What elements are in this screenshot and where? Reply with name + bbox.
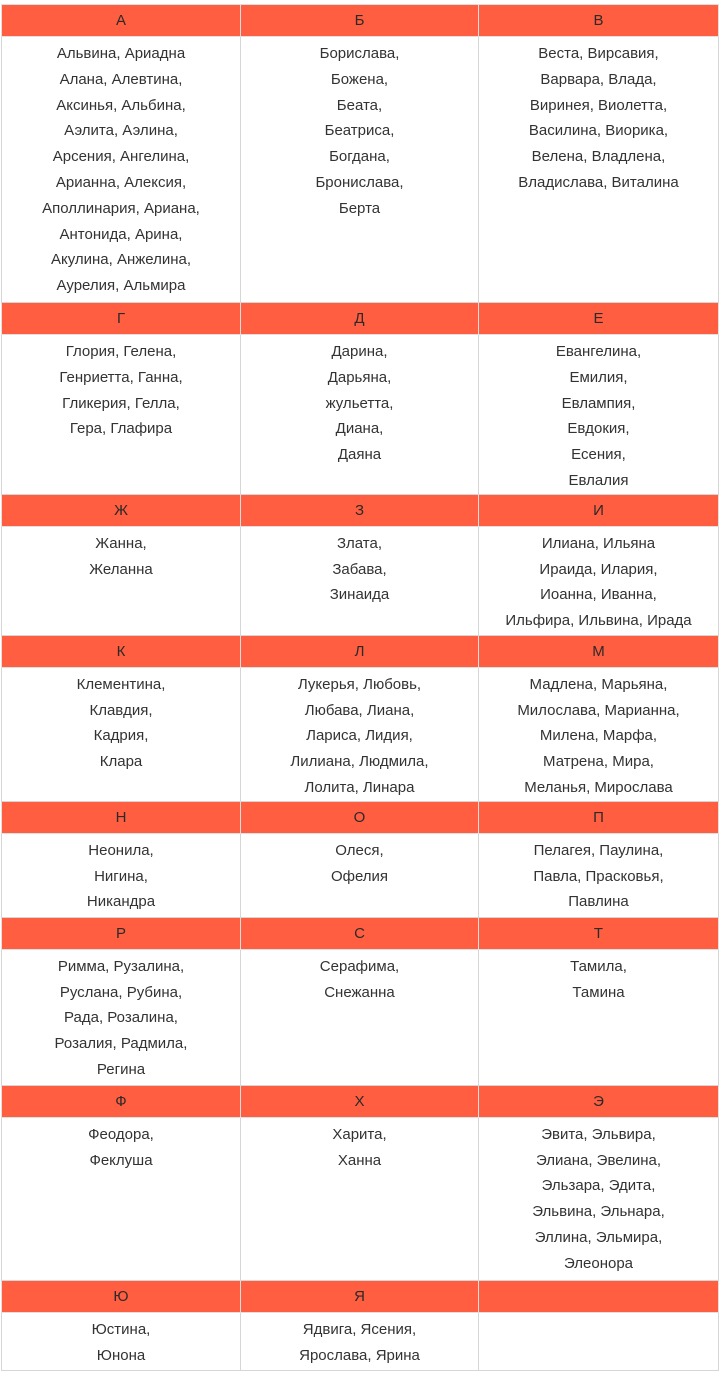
names-cell (2, 1312, 241, 1370)
names-cell (2, 526, 241, 635)
names-cell (241, 37, 479, 303)
letter-header-row (2, 917, 719, 949)
names-cell (479, 833, 719, 917)
name-line: Дарина, (331, 343, 388, 360)
letter-header: Б (241, 5, 479, 37)
name-line: Алана, Алевтина, (59, 70, 183, 88)
letter-header: Ж (2, 494, 241, 526)
letter-header-row (2, 801, 719, 833)
name-line: Харита, (332, 1125, 387, 1143)
letter-header: К (2, 635, 241, 667)
name-line: Олеся, (335, 841, 384, 859)
name-line: Клавдия, (89, 701, 153, 719)
name-line: Эльзара, Эдита, (541, 1177, 656, 1195)
name-line: Желанна (89, 560, 153, 578)
name-line: Антонида, Арина, (59, 225, 183, 243)
name-line: Беата, (336, 96, 383, 114)
name-line: Павлина (568, 893, 629, 911)
name-line: Павла, Прасковья, (533, 867, 664, 885)
names-cell (2, 949, 241, 1085)
name-line: Виринея, Виолетта, (529, 96, 668, 114)
name-line: Снежанна (324, 983, 395, 1001)
letter-header: С (241, 917, 479, 949)
name-line: Элеонора (563, 1254, 634, 1272)
name-line: Альвина, Ариадна (56, 45, 186, 62)
name-line: Божена, (330, 70, 389, 88)
names-cell (2, 833, 241, 917)
name-line: Дарьяна, (327, 368, 392, 386)
name-line: Евангелина, (555, 343, 642, 360)
letter-header: О (241, 801, 479, 833)
name-line: Неонила, (88, 841, 154, 859)
names-row (2, 667, 719, 801)
name-line: Рада, Розалина, (64, 1009, 178, 1027)
names-cell (241, 526, 479, 635)
letter-header: Ф (2, 1085, 241, 1117)
names-cell (2, 1117, 241, 1280)
names-cell (241, 949, 479, 1085)
name-line: Юнона (96, 1346, 146, 1364)
name-line: Клара (99, 753, 143, 771)
name-line: Эвита, Эльвира, (541, 1125, 656, 1143)
name-line: Аполлинария, Ариана, (42, 199, 200, 217)
name-line: Варвара, Влада, (540, 70, 657, 88)
name-line: Римма, Рузалина, (57, 957, 185, 975)
names-row (2, 526, 719, 635)
name-line: Диана, (335, 420, 384, 438)
name-line: Евлалия (568, 471, 629, 489)
letter-header: А (2, 5, 241, 37)
letter-header-row (2, 5, 719, 37)
name-line: жульетта, (325, 394, 394, 412)
letter-header: Л (241, 635, 479, 667)
names-cell (241, 833, 479, 917)
name-line: Евлампия, (561, 394, 636, 412)
name-line: Эллина, Эльмира, (534, 1228, 663, 1246)
letter-header-row (2, 1085, 719, 1117)
name-line: Руслана, Рубина, (59, 983, 183, 1001)
name-line: Забава, (332, 560, 387, 578)
letter-header: Р (2, 917, 241, 949)
names-row (2, 833, 719, 917)
letter-header: П (479, 801, 719, 833)
name-line: Милослава, Марианна, (517, 701, 680, 719)
name-line: Кадрия, (93, 727, 149, 745)
name-line: Ильфира, Ильвина, Ирада (505, 612, 692, 630)
name-line: Феодора, (88, 1125, 154, 1143)
name-line: Ярослава, Ярина (299, 1346, 420, 1364)
name-line: Беатриса, (324, 122, 395, 140)
name-line: Василина, Виорика, (528, 122, 669, 140)
letter-header: Н (2, 801, 241, 833)
name-line: Злата, (336, 534, 383, 552)
name-line: Илиана, Ильяна (541, 534, 656, 552)
letter-header: Т (479, 917, 719, 949)
name-line: Арсения, Ангелина, (52, 148, 190, 166)
name-line: Пелагея, Паулина, (533, 841, 664, 859)
name-line: Аэлита, Аэлина, (64, 122, 178, 140)
name-line: Феклуша (89, 1151, 153, 1169)
names-cell (2, 37, 241, 303)
names-cell (479, 1312, 719, 1370)
table-body (2, 5, 719, 1371)
name-line: Гликерия, Гелла, (62, 394, 180, 412)
names-cell (479, 949, 719, 1085)
name-line: Аксинья, Альбина, (56, 96, 186, 114)
name-line: Ядвига, Ясения, (302, 1320, 417, 1338)
name-line: Ираида, Илария, (539, 560, 658, 578)
letter-header (479, 1280, 719, 1312)
name-line: Ханна (337, 1151, 382, 1169)
name-line: Любава, Лиана, (304, 701, 415, 719)
letter-header: Э (479, 1085, 719, 1117)
name-line: Лукерья, Любовь, (297, 675, 422, 693)
name-line: Даяна (337, 446, 382, 464)
names-row (2, 335, 719, 495)
name-line: Регина (96, 1060, 146, 1078)
name-line: Меланья, Мирослава (524, 778, 673, 796)
name-line: Есения, (571, 446, 626, 464)
letter-header: И (479, 494, 719, 526)
name-line: Глория, Гелена, (65, 343, 177, 360)
name-line: Евдокия, (567, 420, 630, 438)
names-cell (2, 335, 241, 495)
letter-header: Д (241, 303, 479, 335)
letter-header: Х (241, 1085, 479, 1117)
name-line: Арианна, Алексия, (55, 173, 187, 191)
name-line: Юстина, (91, 1320, 151, 1338)
names-cell (241, 335, 479, 495)
name-line: Тамина (572, 983, 625, 1001)
name-line: Розалия, Радмила, (54, 1035, 188, 1053)
name-line: Жанна, (95, 534, 147, 552)
letter-header: З (241, 494, 479, 526)
name-line: Аурелия, Альмира (56, 277, 186, 295)
names-cell (241, 1312, 479, 1370)
name-line: Веста, Вирсавия, (538, 45, 659, 62)
name-line: Лилиана, Людмила, (290, 753, 429, 771)
names-row (2, 949, 719, 1085)
letter-header: Е (479, 303, 719, 335)
names-cell (479, 526, 719, 635)
letter-header-row (2, 494, 719, 526)
name-line: Генриетта, Ганна, (59, 368, 183, 386)
names-row (2, 1117, 719, 1280)
name-line: Клементина, (76, 675, 166, 693)
name-line: Нигина, (94, 867, 148, 885)
name-line: Матрена, Мира, (543, 753, 654, 771)
names-cell (479, 335, 719, 495)
name-line: Владислава, Виталина (518, 173, 679, 191)
name-line: Берта (338, 199, 381, 217)
name-line: Милена, Марфа, (539, 727, 658, 745)
name-line: Мадлена, Марьяна, (529, 675, 668, 693)
name-line: Емилия, (569, 368, 628, 386)
name-line: Иоанна, Иванна, (540, 586, 657, 604)
name-line: Серафима, (319, 957, 400, 975)
letter-header-row (2, 1280, 719, 1312)
names-cell (479, 667, 719, 801)
names-cell (241, 667, 479, 801)
name-line: Борислава, (319, 45, 400, 62)
names-cell (479, 37, 719, 303)
name-line: Лолита, Линара (304, 778, 415, 796)
names-cell (479, 1117, 719, 1280)
letter-header: В (479, 5, 719, 37)
name-line: Богдана, (329, 148, 390, 166)
names-table (1, 4, 719, 1371)
name-line: Лариса, Лидия, (306, 727, 413, 745)
name-line: Велена, Владлена, (531, 148, 666, 166)
name-line: Бронислава, (315, 173, 404, 191)
name-line: Никандра (86, 893, 156, 911)
name-line: Гера, Глафира (69, 420, 173, 438)
name-line: Тамила, (570, 957, 627, 975)
letter-header: Ю (2, 1280, 241, 1312)
names-row (2, 1312, 719, 1370)
letter-header-row (2, 635, 719, 667)
name-line: Элиана, Эвелина, (535, 1151, 662, 1169)
letter-header: М (479, 635, 719, 667)
letter-header: Г (2, 303, 241, 335)
name-line: Зинаида (329, 586, 390, 604)
names-cell (2, 667, 241, 801)
name-line: Офелия (330, 867, 389, 885)
name-line: Акулина, Анжелина, (50, 251, 192, 269)
letter-header: Я (241, 1280, 479, 1312)
names-cell (241, 1117, 479, 1280)
name-line: Эльвина, Эльнара, (532, 1203, 665, 1221)
names-row (2, 37, 719, 303)
letter-header-row (2, 303, 719, 335)
